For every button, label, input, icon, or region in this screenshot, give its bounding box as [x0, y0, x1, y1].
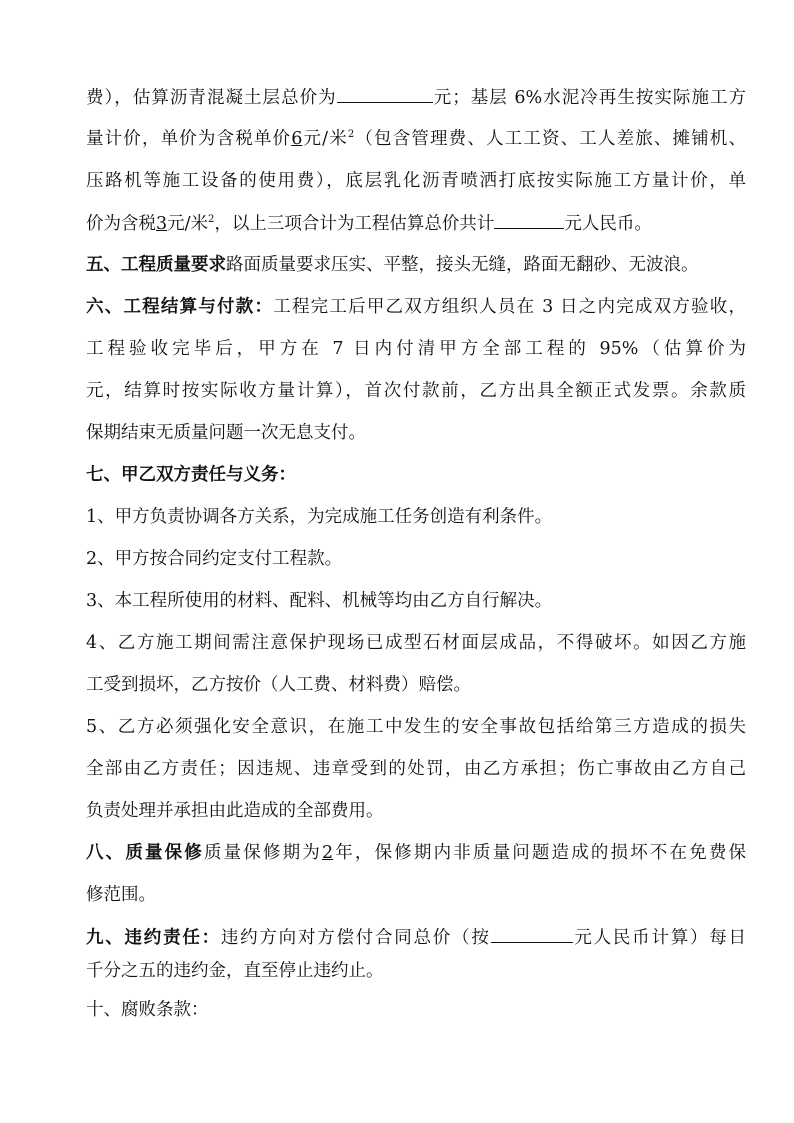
- clause9-text: 元人民币计算）每日: [572, 928, 747, 948]
- clause6-line3: 元，结算时按实际收方量计算），首次付款前，乙方出具全额正式发票。余款质: [86, 381, 746, 401]
- clause8-line2: 修范围。: [86, 885, 156, 905]
- clause6-text: 工程完工后甲乙双方组织人员在 3 日之内完成双方验收，: [273, 297, 747, 317]
- clause8-line1: [86, 841, 746, 865]
- clause7-item: 2、甲方按合同约定支付工程款。: [86, 549, 343, 569]
- clause4-text: 元/米: [302, 129, 348, 149]
- clause4-line4: [86, 211, 746, 235]
- superscript: 2: [347, 129, 355, 140]
- clause7-item5-line1: 5、乙方必须强化安全意识，在施工中发生的安全事故包括给第三方造成的损失: [86, 717, 746, 737]
- warranty-years-value: 2: [321, 843, 334, 863]
- unit-price-value: 3: [156, 214, 168, 234]
- clause4-text: 费），估算沥青混凝土层总价为: [86, 88, 337, 108]
- clause7-item: 3、本工程所使用的材料、配料、机械等均由乙方自行解决。: [86, 591, 553, 611]
- clause4-line3: 压路机等施工设备的使用费），底层乳化沥青喷洒打底按实际施工方量计价，单: [86, 171, 746, 191]
- clause9-text: 违约方向对方偿付合同总价（按: [220, 928, 491, 948]
- clause4-text: ，以上三项合计为工程估算总价共计: [214, 214, 495, 234]
- contract-total-blank: [491, 925, 573, 943]
- clause8-heading: 八、质量保修: [86, 843, 204, 863]
- clause4-text: （包含管理费、人工工资、工人差旅、摊铺机、: [354, 129, 747, 149]
- clause4-text: 元/米: [167, 214, 209, 234]
- clause9-line2: 千分之五的违约金，直至停止违约止。: [86, 961, 384, 981]
- clause7-item: 1、甲方负责协调各方关系，为完成施工任务创造有利条件。: [86, 507, 553, 527]
- clause4-line1: [86, 85, 746, 109]
- clause4-text: 价为含税: [86, 214, 156, 234]
- clause6-line2: 工程验收完毕后，甲方在 7 日内付清甲方全部工程的 95%（估算价为: [86, 339, 746, 359]
- clause6-line1: [86, 295, 746, 319]
- clause9-heading: 九、违约责任：: [86, 928, 221, 948]
- clause7-item4-line1: 4、乙方施工期间需注意保护现场已成型石材面层成品，不得破坏。如因乙方施: [86, 633, 746, 653]
- clause5-line: [86, 253, 746, 277]
- clause6-line4: 保期结束无质量问题一次无息支付。: [86, 423, 366, 443]
- clause8-text: 质量保修期为: [203, 843, 322, 863]
- clause7-heading: 七、甲乙双方责任与义务：: [86, 465, 296, 485]
- clause4-text: 量计价，单价为含税单价: [86, 129, 292, 149]
- clause7-item5-line2: 全部由乙方责任；因违规、违章受到的处罚，由乙方承担；伤亡事故由乙方自己: [86, 759, 746, 779]
- clause6-heading: 六、工程结算与付款：: [86, 297, 274, 317]
- clause4-text: 元人民币。: [564, 214, 652, 234]
- asphalt-total-blank: [337, 85, 433, 103]
- clause5-heading: 五、工程质量要求: [86, 255, 226, 275]
- clause10-heading: 十、腐败条款：: [86, 1000, 209, 1020]
- clause7-item4-line2: 工受到损坏，乙方按价（人工费、材料费）赔偿。: [86, 675, 471, 695]
- unit-price-value: 6: [291, 129, 303, 149]
- clause9-line1: [86, 925, 746, 949]
- clause8-text: 年，保修期内非质量问题造成的损坏不在免费保: [333, 843, 747, 863]
- clause5-text: 路面质量要求压实、平整，接头无缝，路面无翻砂、无波浪。: [226, 255, 699, 275]
- clause4-line2: [86, 127, 746, 151]
- estimated-total-blank: [494, 211, 564, 229]
- clause7-item5-line3: 负责处理并承担由此造成的全部费用。: [86, 801, 384, 821]
- superscript: 2: [208, 214, 215, 225]
- clause4-text: 元；基层 6%水泥冷再生按实际施工方: [432, 88, 747, 108]
